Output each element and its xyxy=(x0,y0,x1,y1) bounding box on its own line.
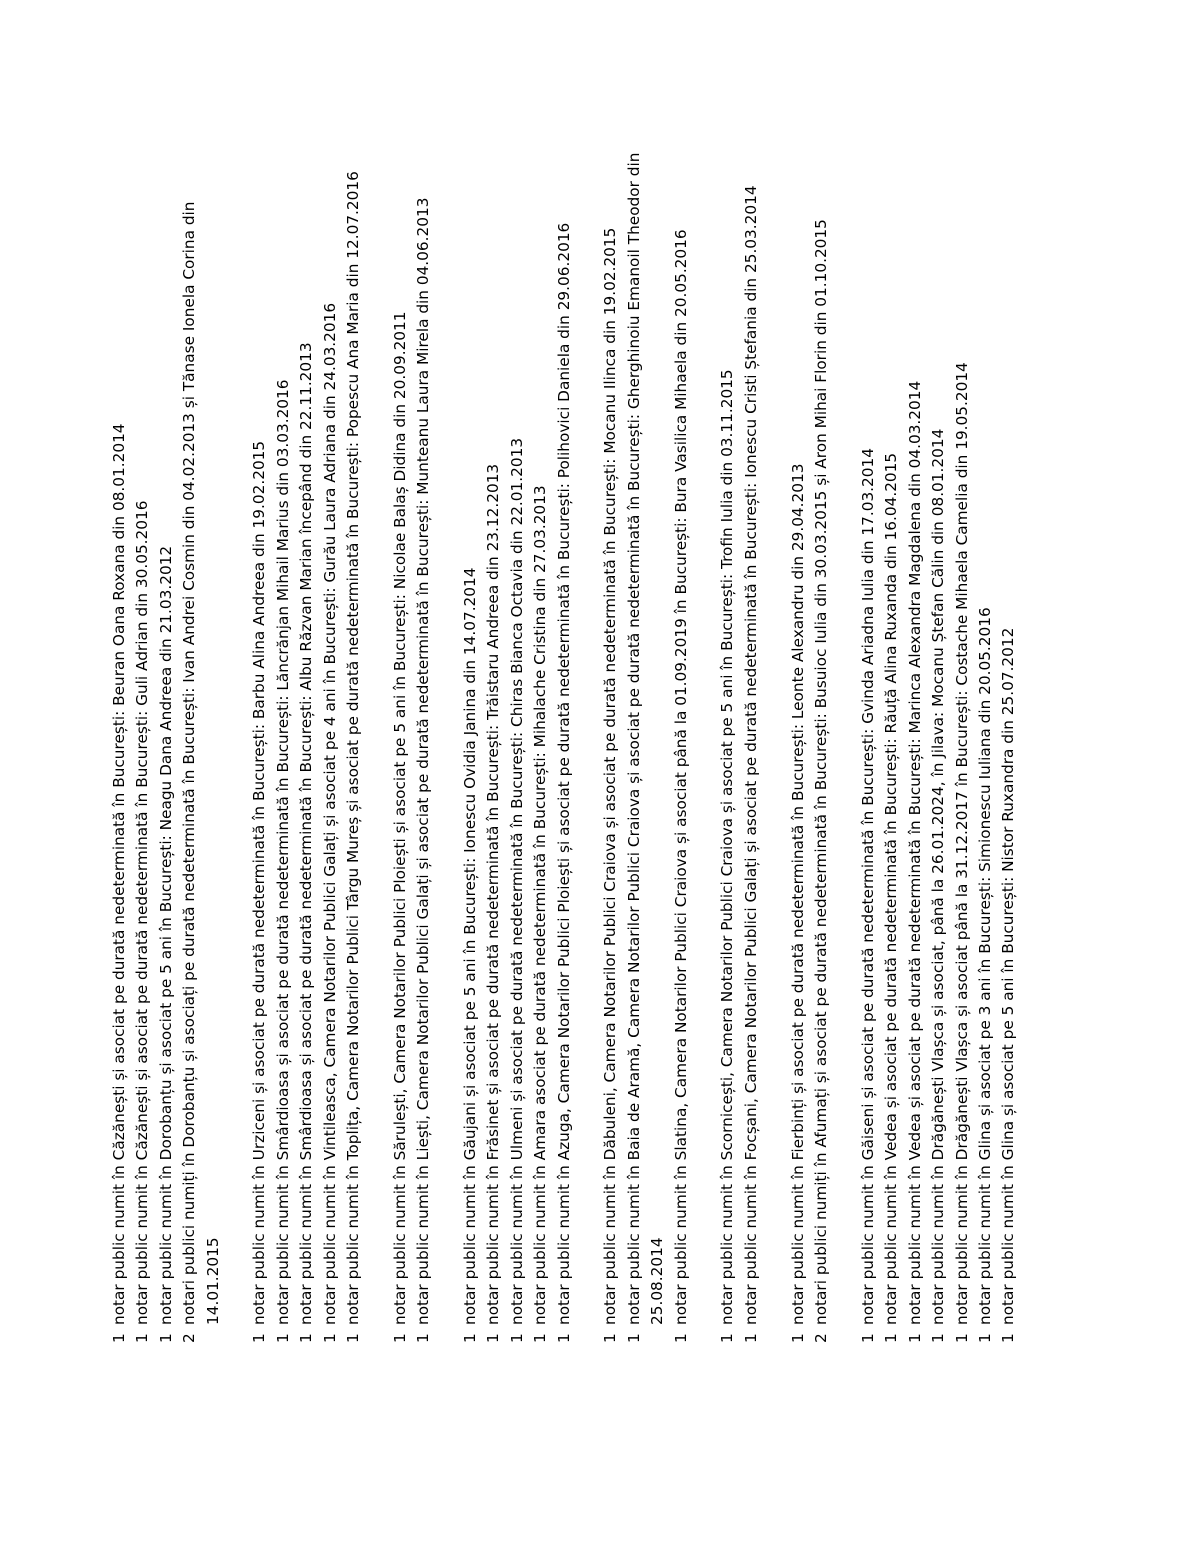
notary-entry xyxy=(178,123,225,1343)
entry-text: notar public numit în Dăbuleni, Camera Notarilor Publici Craiova și asociat pe durată nedeterminată în București: Mocanu Ilinca din 19.02.2015 xyxy=(601,227,620,1325)
entry-count: 1 xyxy=(344,1333,363,1343)
notary-entry xyxy=(131,123,154,1343)
entry-count: 1 xyxy=(601,1333,620,1343)
entry-group xyxy=(599,123,693,1343)
entry-count: 1 xyxy=(858,1333,877,1343)
entry-count: 1 xyxy=(999,1333,1018,1343)
entry-text: notar public numit în Urziceni și asociat pe durată nedeterminată în București: Barbu Alina Andreea din 19.02.2015 xyxy=(250,440,269,1325)
entry-count: 1 xyxy=(297,1333,316,1343)
document-content xyxy=(108,123,1044,1343)
notary-entry xyxy=(599,123,622,1343)
notary-entry xyxy=(295,123,318,1343)
notary-entry xyxy=(670,123,693,1343)
entry-text: notar public numit în Ulmeni și asociat pe durată nedeterminată în București: Chiras Bianca Octavia din 22.01.2013 xyxy=(507,437,526,1325)
entry-count: 1 xyxy=(554,1333,573,1343)
entry-count: 1 xyxy=(273,1333,292,1343)
entry-count: 1 xyxy=(414,1333,433,1343)
notary-entry xyxy=(319,123,342,1343)
entry-count: 1 xyxy=(110,1333,128,1343)
entry-text: notar public numit în Găiseni și asociat pe durată nedeterminată în București: Gvinda Ariadna Iulia din 17.03.2014 xyxy=(858,448,877,1325)
entry-group xyxy=(857,123,1021,1343)
entry-count: 1 xyxy=(250,1333,269,1343)
entry-count: 2 xyxy=(180,1333,199,1343)
entry-text: notar public numit în Focșani, Camera Notarilor Publici Galați și asociat pe durată nedeterminată în București: Ionescu Cristi Ștefania din 25.03.2014 xyxy=(741,185,760,1325)
notary-entry xyxy=(272,123,295,1343)
entry-count: 1 xyxy=(671,1333,690,1343)
entry-count: 2 xyxy=(812,1333,831,1343)
entry-text: notar public numit în Liești, Camera Notarilor Publici Galați și asociat pe durată nedeterminată în București: Munteanu Laura Mirela din 04.06.2013 xyxy=(414,197,433,1325)
entry-text: notar public numit în Căzănești și asociat pe durată nedeterminată în București: Guli Adrian din 30.05.2016 xyxy=(133,500,152,1325)
entry-text: notar public numit în Vedea și asociat pe durată nedeterminată în București: Marinca Alexandra Magdalena din 04.03.2014 xyxy=(905,380,924,1325)
notary-entry xyxy=(459,123,482,1343)
entry-group xyxy=(716,123,763,1343)
entry-text: notar public numit în Vintileasca, Camera Notarilor Publici Galați și asociat pe 4 ani în București: Gurău Laura Adriana din 24.03.2016 xyxy=(320,302,339,1325)
entry-count: 1 xyxy=(882,1333,901,1343)
entry-text: notar public numit în Fierbinți și asociat pe durată nedeterminată în București: Leonte Alexandru din 29.04.2013 xyxy=(788,463,807,1325)
entry-text: notar public numit în Vedea și asociat pe durată nedeterminată în București: Răuță Alina Ruxanda din 16.04.2015 xyxy=(882,452,901,1325)
entry-text: notar public numit în Drăgănești Vlașca și asociat până la 31.12.2017 în București: Costache Mihaela Camelia din 19.05.2014 xyxy=(952,362,971,1325)
entry-text: notar public numit în Smârdioasa și asociat pe durată nedeterminată în București: Lăncrănjan Mihail Marius din 03.03.2016 xyxy=(273,379,292,1325)
notary-entry xyxy=(342,123,365,1343)
entry-text: notari publici numiți în Dorobanțu și asociați pe durată nedeterminată în București: Ivan Andrei Cosmin din 04.02.2013 și Tănase Ionela Corina din 14.01.2015 xyxy=(180,201,222,1325)
entry-count: 1 xyxy=(484,1333,503,1343)
notary-entry xyxy=(108,123,131,1343)
notary-entry xyxy=(248,123,271,1343)
notary-entry xyxy=(412,123,435,1343)
notary-entry xyxy=(787,123,810,1343)
notary-entry xyxy=(623,123,670,1343)
entry-group xyxy=(108,123,225,1343)
entry-count: 1 xyxy=(320,1333,339,1343)
entry-group xyxy=(459,123,576,1343)
entry-count: 1 xyxy=(905,1333,924,1343)
entry-text: notar public numit în Sărulești, Camera Notarilor Publici Ploiești și asociat pe 5 ani în București: Nicolae Balaș Didina din 20.09.2011 xyxy=(390,311,409,1325)
entry-group xyxy=(248,123,365,1343)
entry-count: 1 xyxy=(975,1333,994,1343)
entry-text: notar public numit în Frăsinet și asociat pe durată nedeterminată în București: Trăistaru Andreea din 23.12.2013 xyxy=(484,463,503,1325)
notary-entry xyxy=(927,123,950,1343)
notary-entry xyxy=(506,123,529,1343)
entry-count: 1 xyxy=(624,1333,643,1343)
entry-text: notar public numit în Baia de Aramă, Camera Notarilor Publici Craiova și asociat pe durată nedeterminată în București: Gherghinoiu Emanoil Theodor din 25.08.2014 xyxy=(624,152,667,1325)
entry-count: 1 xyxy=(133,1333,152,1343)
entry-text: notar public numit în Căzănești și asociat pe durată nedeterminată în București: Beuran Oana Roxana din 08.01.2014 xyxy=(110,423,128,1325)
notary-entry xyxy=(997,123,1020,1343)
notary-entry xyxy=(529,123,552,1343)
entry-text: notar public numit în Drăgănești Vlașca și asociat, până la 26.01.2024, în Jilava: Mocanu Ștefan Călin din 08.01.2014 xyxy=(929,428,948,1325)
notary-entry xyxy=(974,123,997,1343)
entry-count: 1 xyxy=(788,1333,807,1343)
notary-entry xyxy=(155,123,178,1343)
notary-entry xyxy=(880,123,903,1343)
entry-group xyxy=(389,123,436,1343)
notary-entry xyxy=(716,123,739,1343)
entry-text: notar public numit în Scornicești, Camera Notarilor Publici Craiova și asociat pe 5 ani în București: Trofin Iulia din 03.11.2015 xyxy=(718,369,737,1325)
entry-count: 1 xyxy=(461,1333,480,1343)
entry-text: notar public numit în Glina și asociat pe 3 ani în București: Simionescu Iuliana din 20.05.2016 xyxy=(975,607,994,1325)
entry-count: 1 xyxy=(718,1333,737,1343)
notary-entry xyxy=(810,123,833,1343)
notary-entry xyxy=(857,123,880,1343)
notary-entry xyxy=(951,123,974,1343)
entry-text: notar public numit în Azuga, Camera Notarilor Publici Ploiești și asociat pe durată nedeterminată în București: Polihovici Daniela din 29.06.2016 xyxy=(554,222,573,1325)
entry-count: 1 xyxy=(929,1333,948,1343)
notary-entry xyxy=(740,123,763,1343)
notary-entry xyxy=(389,123,412,1343)
entry-count: 1 xyxy=(531,1333,550,1343)
entry-text: notar public numit în Amara asociat pe durată nedeterminată în București: Mihalache Cristina din 27.03.2013 xyxy=(531,485,550,1325)
entry-text: notar public numit în Dorobanțu și asociat pe 5 ani în București: Neagu Dana Andreea din 21.03.2012 xyxy=(156,545,175,1325)
notary-entry xyxy=(904,123,927,1343)
entry-count: 1 xyxy=(156,1333,175,1343)
entry-text: notar public numit în Glina și asociat pe 5 ani în București: Nistor Ruxandra din 25.07.2012 xyxy=(999,627,1018,1325)
entry-text: notar public numit în Slatina, Camera Notarilor Publici Craiova și asociat până la 01.09.2019 în București: Bura Vasilica Mihaela din 20.05.2016 xyxy=(671,229,690,1325)
entry-text: notari publici numiți în Afumați și asociat pe durată nedeterminată în București: Busuioc Iulia din 30.03.2015 și Aron Mihai Florin din 01.10.2015 xyxy=(812,219,831,1325)
notary-entry xyxy=(482,123,505,1343)
entry-count: 1 xyxy=(390,1333,409,1343)
entry-group xyxy=(787,123,834,1343)
entry-text: notar public numit în Găujani și asociat pe 5 ani în București: Ionescu Ovidia Janina din 14.07.2014 xyxy=(461,567,480,1325)
entry-count: 1 xyxy=(507,1333,526,1343)
entry-count: 1 xyxy=(741,1333,760,1343)
notary-entry xyxy=(553,123,576,1343)
entry-count: 1 xyxy=(952,1333,971,1343)
entry-text: notar public numit în Toplița, Camera Notarilor Publici Târgu Mureș și asociat pe durată nedeterminată în București: Popescu Ana Maria din 12.07.2016 xyxy=(344,171,363,1325)
entry-text: notar public numit în Smârdioasa și asociat pe durată nedeterminată în București: Albu Răzvan Marian începând din 22.11.2013 xyxy=(297,342,316,1325)
